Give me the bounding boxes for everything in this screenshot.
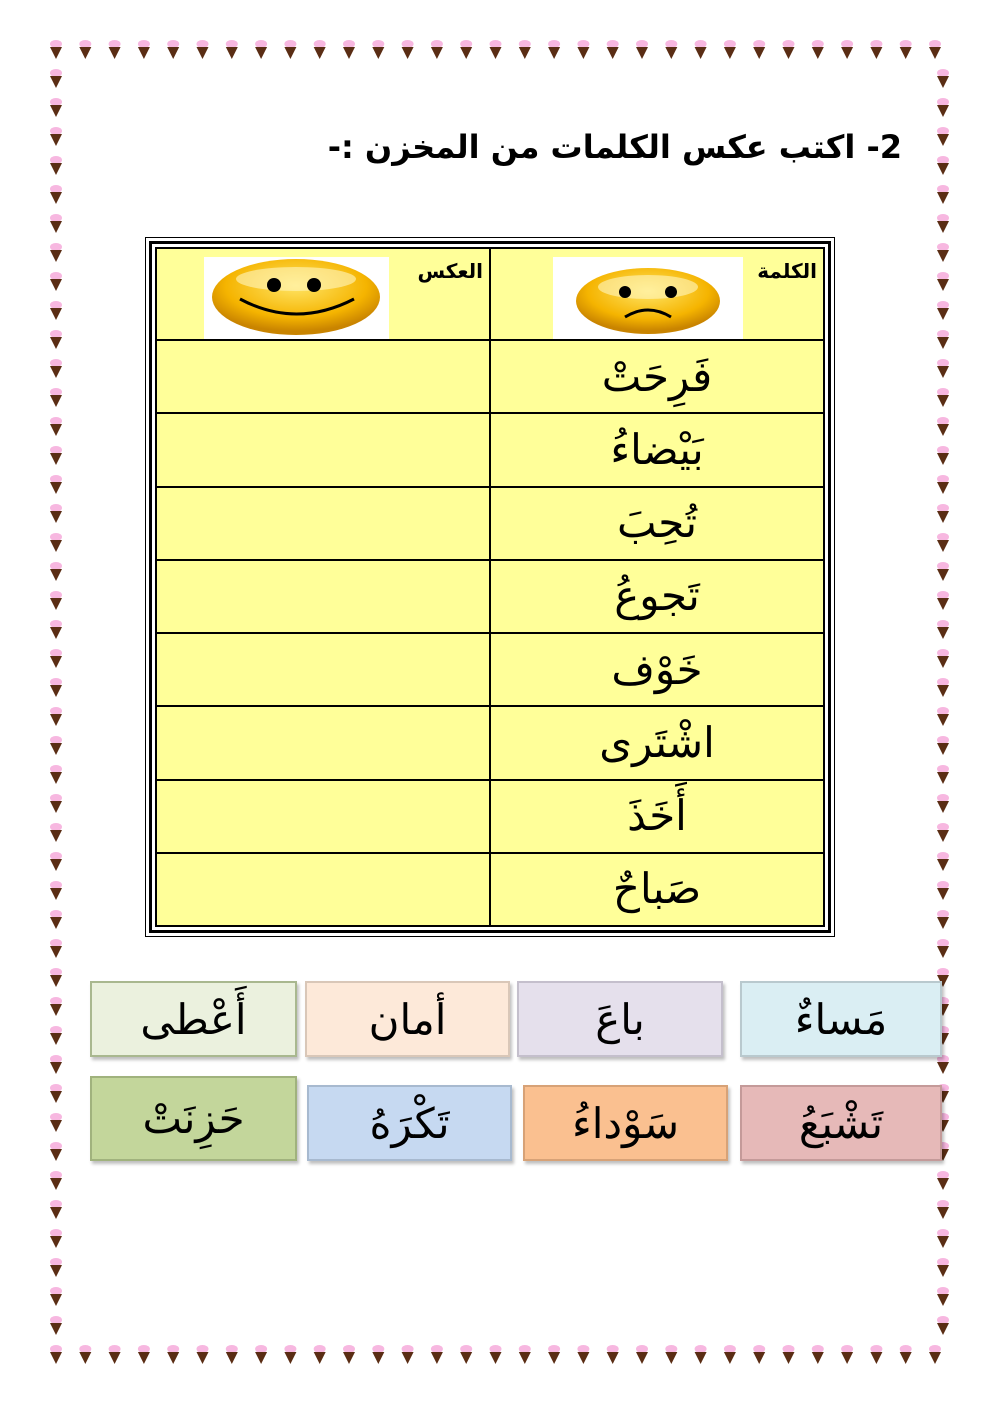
ice-cream-cone-icon	[50, 620, 62, 639]
ice-cream-cone-icon	[50, 736, 62, 755]
ice-cream-cone-icon	[937, 1316, 949, 1335]
ice-cream-cone-icon	[50, 1084, 62, 1103]
word-bank-chip[interactable]: حَزِنَتْ	[90, 1076, 297, 1161]
ice-cream-cone-icon	[50, 562, 62, 581]
ice-cream-cone-icon	[870, 1345, 882, 1364]
ice-cream-cone-icon	[724, 40, 736, 59]
word-cell: اشْتَرى	[490, 706, 824, 779]
table-row	[156, 633, 824, 706]
word-bank-chip[interactable]: مَساءٌ	[740, 981, 942, 1057]
ice-cream-cone-icon	[50, 417, 62, 436]
ice-cream-cone-icon	[812, 1345, 824, 1364]
ice-cream-cone-icon	[167, 40, 179, 59]
ice-cream-cone-icon	[50, 214, 62, 233]
ice-cream-cone-icon	[607, 1345, 619, 1364]
ice-cream-cone-icon	[50, 156, 62, 175]
ice-cream-cone-icon	[665, 1345, 677, 1364]
header-opposite-cell	[156, 248, 490, 340]
ice-cream-cone-icon	[50, 852, 62, 871]
ice-cream-cone-icon	[50, 591, 62, 610]
table-row	[156, 340, 824, 413]
ice-cream-cone-icon	[937, 823, 949, 842]
ice-cream-cone-icon	[79, 1345, 91, 1364]
ice-cream-cone-icon	[50, 40, 62, 59]
ice-cream-cone-icon	[548, 40, 560, 59]
ice-cream-cone-icon	[50, 533, 62, 552]
ice-cream-cone-icon	[937, 939, 949, 958]
ice-cream-cone-icon	[50, 98, 62, 117]
ice-cream-cone-icon	[937, 359, 949, 378]
ice-cream-cone-icon	[50, 69, 62, 88]
ice-cream-cone-icon	[577, 40, 589, 59]
ice-cream-cone-icon	[937, 301, 949, 320]
ice-cream-cone-icon	[937, 591, 949, 610]
ice-cream-cone-icon	[402, 40, 414, 59]
header-word-label: الكلمة	[757, 259, 817, 283]
ice-cream-cone-icon	[431, 40, 443, 59]
table-row	[156, 780, 824, 853]
ice-cream-cone-icon	[937, 649, 949, 668]
header-word-cell	[490, 248, 824, 340]
ice-cream-cone-icon	[50, 185, 62, 204]
ice-cream-cone-icon	[372, 40, 384, 59]
table-header-row	[156, 248, 824, 340]
ice-cream-cone-icon	[50, 997, 62, 1016]
ice-cream-cone-icon	[50, 1316, 62, 1335]
ice-cream-cone-icon	[460, 40, 472, 59]
ice-cream-cone-icon	[255, 1345, 267, 1364]
ice-cream-cone-icon	[937, 794, 949, 813]
ice-cream-cone-icon	[937, 388, 949, 407]
ice-cream-cone-icon	[937, 852, 949, 871]
ice-cream-cone-icon	[937, 678, 949, 697]
ice-cream-cone-icon	[197, 1345, 209, 1364]
ice-cream-cone-icon	[50, 301, 62, 320]
ice-cream-cone-icon	[900, 1345, 912, 1364]
ice-cream-cone-icon	[695, 40, 707, 59]
ice-cream-cone-icon	[548, 1345, 560, 1364]
ice-cream-cone-icon	[50, 1200, 62, 1219]
ice-cream-cone-icon	[138, 1345, 150, 1364]
ice-cream-cone-icon	[460, 1345, 472, 1364]
ice-cream-cone-icon	[937, 69, 949, 88]
ice-cream-cone-icon	[783, 40, 795, 59]
ice-cream-cone-icon	[226, 1345, 238, 1364]
ice-cream-cone-icon	[255, 40, 267, 59]
word-bank-chip[interactable]: أمان	[305, 981, 510, 1057]
ice-cream-cone-icon	[50, 968, 62, 987]
ice-cream-cone-icon	[519, 40, 531, 59]
ice-cream-cone-icon	[109, 40, 121, 59]
ice-cream-cone-icon	[50, 446, 62, 465]
ice-cream-cone-icon	[50, 330, 62, 349]
table-row	[156, 706, 824, 779]
word-cell: تُحِبَ	[490, 487, 824, 560]
ice-cream-cone-icon	[167, 1345, 179, 1364]
ice-cream-cone-icon	[50, 765, 62, 784]
ice-cream-cone-icon	[937, 446, 949, 465]
ice-cream-cone-icon	[519, 1345, 531, 1364]
ice-cream-cone-icon	[50, 649, 62, 668]
word-cell: فَرِحَتْ	[490, 340, 824, 413]
ice-cream-cone-icon	[695, 1345, 707, 1364]
ice-cream-cone-icon	[753, 40, 765, 59]
ice-cream-cone-icon	[50, 272, 62, 291]
ice-cream-cone-icon	[937, 1258, 949, 1277]
ice-cream-cone-icon	[50, 794, 62, 813]
ice-cream-cone-icon	[937, 243, 949, 262]
ice-cream-cone-icon	[50, 910, 62, 929]
ice-cream-cone-icon	[314, 1345, 326, 1364]
answer-cell[interactable]	[156, 340, 490, 413]
ice-cream-cone-icon	[490, 40, 502, 59]
ice-cream-cone-icon	[284, 40, 296, 59]
ice-cream-cone-icon	[937, 1055, 949, 1074]
ice-cream-cone-icon	[900, 40, 912, 59]
ice-cream-cone-icon	[50, 504, 62, 523]
ice-cream-cone-icon	[343, 40, 355, 59]
ice-cream-cone-icon	[937, 707, 949, 726]
ice-cream-cone-icon	[636, 40, 648, 59]
answer-cell[interactable]	[156, 706, 490, 779]
ice-cream-cone-icon	[343, 1345, 355, 1364]
ice-cream-cone-icon	[138, 40, 150, 59]
answer-cell[interactable]	[156, 560, 490, 633]
ice-cream-cone-icon	[937, 185, 949, 204]
header-opposite-label: العكس	[417, 259, 483, 283]
ice-cream-cone-icon	[197, 40, 209, 59]
answer-cell[interactable]	[156, 780, 490, 853]
answer-cell[interactable]	[156, 633, 490, 706]
ice-cream-cone-icon	[937, 156, 949, 175]
words-table	[145, 237, 835, 937]
happy-face-icon	[204, 257, 389, 339]
ice-cream-cone-icon	[50, 1171, 62, 1190]
table-row	[156, 853, 824, 926]
word-cell: تَجوعُ	[490, 560, 824, 633]
exercise-title: 2- اكتب عكس الكلمات من المخزن :-	[327, 128, 902, 166]
answer-cell[interactable]	[156, 487, 490, 560]
ice-cream-cone-icon	[937, 417, 949, 436]
ice-cream-cone-icon	[109, 1345, 121, 1364]
ice-cream-cone-icon	[490, 1345, 502, 1364]
ice-cream-cone-icon	[50, 1258, 62, 1277]
ice-cream-cone-icon	[50, 1055, 62, 1074]
ice-cream-cone-icon	[50, 359, 62, 378]
ice-cream-cone-icon	[937, 504, 949, 523]
ice-cream-cone-icon	[937, 562, 949, 581]
ice-cream-cone-icon	[937, 881, 949, 900]
ice-cream-cone-icon	[50, 127, 62, 146]
ice-cream-cone-icon	[937, 127, 949, 146]
word-bank-chip[interactable]: تَشْبَعُ	[740, 1085, 942, 1161]
ice-cream-cone-icon	[870, 40, 882, 59]
sad-face-icon	[553, 257, 743, 339]
ice-cream-cone-icon	[50, 475, 62, 494]
ice-cream-cone-icon	[937, 765, 949, 784]
ice-cream-cone-icon	[937, 214, 949, 233]
ice-cream-cone-icon	[937, 620, 949, 639]
word-cell: أَخَذَ	[490, 780, 824, 853]
ice-cream-cone-icon	[50, 678, 62, 697]
word-bank-chip[interactable]: باعَ	[517, 981, 723, 1057]
ice-cream-cone-icon	[753, 1345, 765, 1364]
word-cell: صَباحٌ	[490, 853, 824, 926]
ice-cream-cone-icon	[50, 1229, 62, 1248]
ice-cream-cone-icon	[783, 1345, 795, 1364]
ice-cream-cone-icon	[226, 40, 238, 59]
ice-cream-cone-icon	[665, 40, 677, 59]
word-bank-chip[interactable]: أَعْطى	[90, 981, 297, 1057]
word-bank-chip[interactable]: سَوْداءُ	[523, 1085, 728, 1161]
answer-cell[interactable]	[156, 413, 490, 486]
ice-cream-cone-icon	[937, 475, 949, 494]
ice-cream-cone-icon	[929, 1345, 941, 1364]
ice-cream-cone-icon	[50, 1026, 62, 1045]
ice-cream-cone-icon	[812, 40, 824, 59]
ice-cream-cone-icon	[50, 707, 62, 726]
table-row	[156, 413, 824, 486]
ice-cream-cone-icon	[841, 1345, 853, 1364]
ice-cream-cone-icon	[372, 1345, 384, 1364]
ice-cream-cone-icon	[636, 1345, 648, 1364]
ice-cream-cone-icon	[937, 1171, 949, 1190]
ice-cream-cone-icon	[50, 823, 62, 842]
ice-cream-cone-icon	[607, 40, 619, 59]
ice-cream-cone-icon	[937, 272, 949, 291]
ice-cream-cone-icon	[937, 533, 949, 552]
ice-cream-cone-icon	[937, 1200, 949, 1219]
word-bank-chip[interactable]: تَكْرَهُ	[307, 1085, 512, 1161]
table-row	[156, 560, 824, 633]
ice-cream-cone-icon	[929, 40, 941, 59]
ice-cream-cone-icon	[937, 330, 949, 349]
answer-cell[interactable]	[156, 853, 490, 926]
ice-cream-cone-icon	[431, 1345, 443, 1364]
ice-cream-cone-icon	[314, 40, 326, 59]
word-cell: بَيْضاءُ	[490, 413, 824, 486]
ice-cream-cone-icon	[50, 939, 62, 958]
ice-cream-cone-icon	[937, 736, 949, 755]
ice-cream-cone-icon	[841, 40, 853, 59]
ice-cream-cone-icon	[50, 1287, 62, 1306]
ice-cream-cone-icon	[937, 910, 949, 929]
ice-cream-cone-icon	[79, 40, 91, 59]
ice-cream-cone-icon	[724, 1345, 736, 1364]
word-cell: خَوْف	[490, 633, 824, 706]
ice-cream-cone-icon	[937, 98, 949, 117]
ice-cream-cone-icon	[284, 1345, 296, 1364]
ice-cream-cone-icon	[937, 1229, 949, 1248]
ice-cream-cone-icon	[402, 1345, 414, 1364]
ice-cream-cone-icon	[50, 881, 62, 900]
ice-cream-cone-icon	[50, 1142, 62, 1161]
table-row	[156, 487, 824, 560]
ice-cream-cone-icon	[50, 1345, 62, 1364]
ice-cream-cone-icon	[50, 243, 62, 262]
ice-cream-cone-icon	[577, 1345, 589, 1364]
ice-cream-cone-icon	[50, 1113, 62, 1132]
ice-cream-cone-icon	[50, 388, 62, 407]
ice-cream-cone-icon	[937, 1287, 949, 1306]
